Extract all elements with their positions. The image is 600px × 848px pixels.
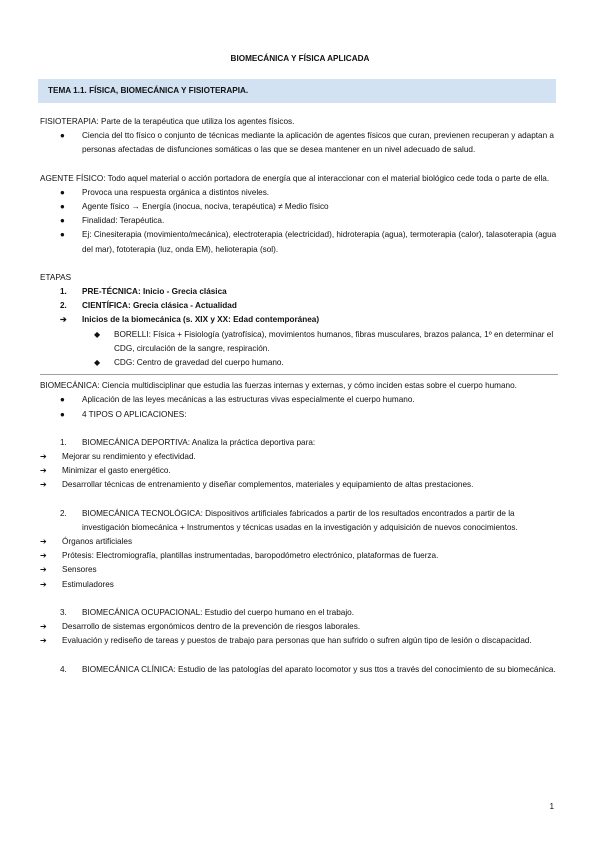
etapas-heading: ETAPAS (40, 272, 72, 282)
agente-fisico-definition: AGENTE FÍSICO: Todo aquel material o acción portadora de energía que al interaccionar con el material biológico cede toda o parte de ella. (40, 173, 550, 183)
list-item: ● 4 TIPOS O APLICACIONES: (40, 408, 560, 422)
etapas-section (40, 271, 560, 370)
diamond-icon: ◆ (94, 329, 101, 339)
fisioterapia-section (40, 115, 560, 158)
list-item: ➔ Prótesis: Electromiografía, plantillas instrumentadas, baropodómetro electrónico, plataformas de fuerza. (40, 549, 560, 563)
list-item: ● Ciencia del tto físico o conjunto de técnicas mediante la aplicación de agentes físicos que curan, previenen recuperan y adaptan a personas afectadas de disfunciones somáticas o las que se desea mantener en un nivel adecuado de salud. (60, 131, 554, 155)
agente-fisico-section (40, 172, 560, 257)
sub-list-item: ◆ CDG: Centro de gravedad del cuerpo humano. (40, 356, 560, 370)
biomecanica-section (40, 379, 560, 422)
tipo-deportiva (40, 436, 560, 493)
tipo-clinica (40, 663, 560, 677)
diamond-icon: ◆ (94, 358, 101, 368)
arrow-icon: ➔ (40, 565, 47, 575)
list-item: ➔ Desarrollar técnicas de entrenamiento y diseñar complementos, materiales y equipamiento de altas prestaciones. (40, 478, 560, 492)
bullet-icon: ● (60, 187, 65, 197)
arrow-icon: ➔ (40, 537, 47, 547)
arrow-icon: ➔ (40, 636, 47, 646)
bullet-icon: ● (60, 409, 65, 419)
list-item: ● Agente físico → Energía (inocua, nociva, terapéutica) ≠ Medio físico (40, 200, 560, 214)
bullet-icon: ● (60, 216, 65, 226)
term: AGENTE FÍSICO: (40, 173, 106, 183)
list-item: 2. BIOMECÁNICA TECNOLÓGICA: Dispositivos artificiales fabricados a partir de los resultados encontrados a partir de la investigación biomecánica + Instrumentos y técnicas usadas en la investigación y adquisición de nuevos conocimientos. (60, 508, 518, 532)
list-item: ➔ Sensores (40, 563, 560, 577)
term: FISIOTERAPIA: (40, 117, 99, 126)
list-item: ● Ej: Cinesiterapia (movimiento/mecánica), electroterapia (electricidad), hidroterapia (agua), termoterapia (calor), talasoterapia (agua del mar), fototerapia (luz, onda EM), helioterapia (sol). (60, 230, 557, 254)
list-item: ➔ Mejorar su rendimiento y efectividad. (40, 450, 560, 464)
bullet-icon: ● (60, 230, 65, 240)
arrow-icon: ➔ (40, 622, 47, 632)
bullet-icon: ● (60, 131, 65, 141)
section-divider (40, 374, 558, 375)
list-item: 2. CIENTÍFICA: Grecia clásica - Actualidad (60, 301, 237, 311)
term: BIOMECÁNICA: (40, 381, 100, 391)
list-item: ➔ Órganos artificiales (40, 535, 560, 549)
arrow-icon: ➔ (40, 480, 47, 490)
sub-list-item: ◆ BORELLI: Física + Fisiología (yatrofísica), movimientos humanos, fibras musculares, brazos palanca, 1º en determinar el CDG, circulación de la sangre, respiración. (94, 329, 554, 353)
tipo-ocupacional (40, 606, 560, 649)
fisioterapia-definition: FISIOTERAPIA: Parte de la terapéutica que utiliza los agentes físicos. (40, 117, 295, 126)
document-body (40, 115, 560, 677)
list-item: ➔ Evaluación y rediseño de tareas y puestos de trabajo para personas que han sufrido o sufren algún tipo de lesión o discapacidad. (40, 634, 560, 648)
list-item: ➔ Minimizar el gasto energético. (40, 464, 560, 478)
arrow-icon: ➔ (40, 466, 47, 476)
list-item: 1. BIOMECÁNICA DEPORTIVA: Analiza la práctica deportiva para: (60, 437, 316, 447)
list-item: 1. PRE-TÉCNICA: Inicio - Grecia clásica (60, 287, 227, 297)
document-title: BIOMECÁNICA Y FÍSICA APLICADA (230, 54, 370, 63)
tema-heading: TEMA 1.1. FÍSICA, BIOMECÁNICA Y FISIOTERAPIA. (48, 86, 249, 95)
biomecanica-definition: BIOMECÁNICA: Ciencia multidisciplinar que estudia las fuerzas internas y externas, y cómo inciden estas sobre el cuerpo humano. (40, 381, 517, 391)
list-item: ● Finalidad: Terapéutica. (40, 214, 560, 228)
arrow-icon: ➔ (40, 452, 47, 462)
arrow-icon: ➔ (60, 315, 67, 325)
list-item: ➔ Inicios de la biomecánica (s. XIX y XX: Edad contemporánea) (40, 313, 560, 327)
list-item: ● Provoca una respuesta orgánica a distintos niveles. (40, 186, 560, 200)
list-item: ➔ Desarrollo de sistemas ergonómicos dentro de la prevención de riesgos laborales. (40, 620, 560, 634)
list-item: ➔ Estimuladores (40, 578, 560, 592)
arrow-icon: ➔ (40, 579, 47, 589)
tema-heading-band (38, 79, 556, 103)
bullet-icon: ● (60, 202, 65, 212)
arrow-icon: ➔ (40, 551, 47, 561)
list-item: ● Aplicación de las leyes mecánicas a las estructuras vivas especialmente el cuerpo humano. (40, 393, 560, 407)
tipo-tecnologica (40, 507, 560, 592)
page-number: 1 (549, 802, 554, 811)
list-item: 4. BIOMECÁNICA CLÍNICA: Estudio de las patologías del aparato locomotor y sus ttos a través del conocimiento de su biomecánica. (60, 664, 556, 674)
bullet-icon: ● (60, 395, 65, 405)
list-item: 3. BIOMECÁNICA OCUPACIONAL: Estudio del cuerpo humano en el trabajo. (60, 607, 354, 617)
